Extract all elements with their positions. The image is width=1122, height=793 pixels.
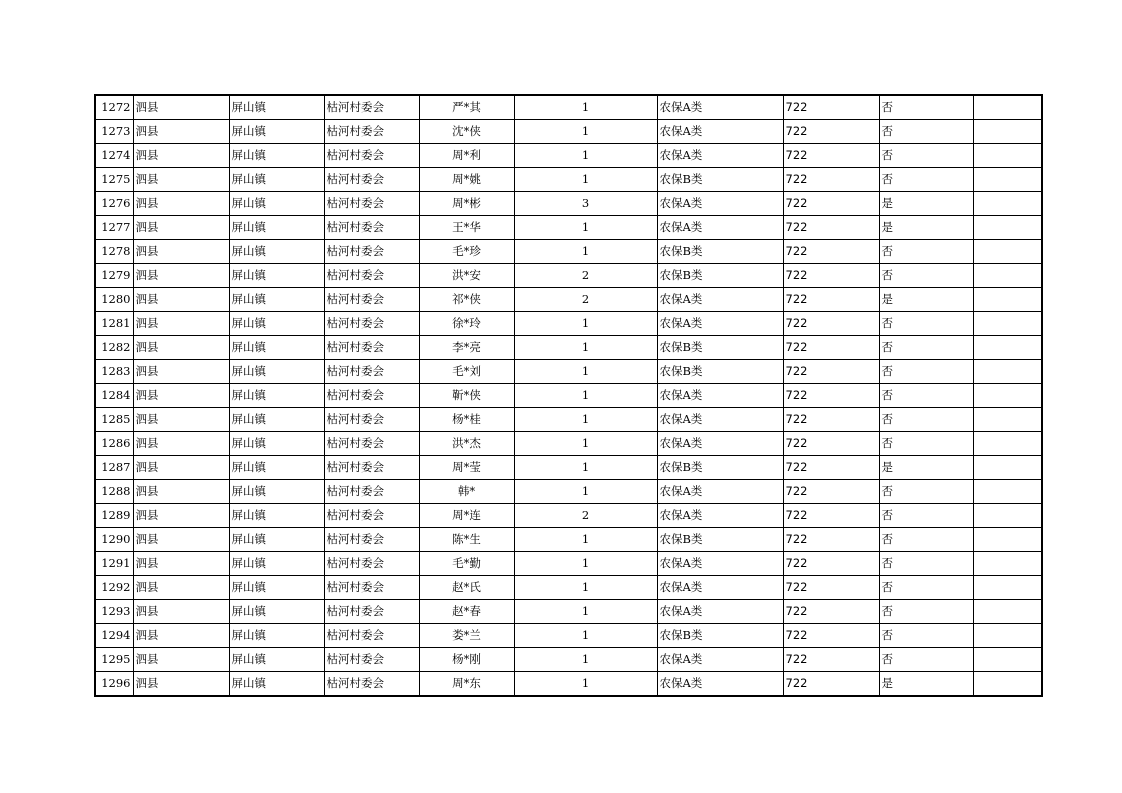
town-cell: 屏山镇 — [229, 336, 324, 360]
table-row — [95, 192, 1042, 216]
remark-cell — [973, 480, 1042, 504]
row-number-cell: 1292 — [95, 576, 133, 600]
village-cell: 枯河村委会 — [324, 336, 419, 360]
person-name-cell: 陈*生 — [419, 528, 514, 552]
table-row — [95, 456, 1042, 480]
remark-cell — [973, 264, 1042, 288]
yes-no-cell: 是 — [879, 192, 973, 216]
table-row — [95, 504, 1042, 528]
person-name-cell: 周*连 — [419, 504, 514, 528]
row-number-cell: 1296 — [95, 672, 133, 697]
yes-no-cell: 否 — [879, 384, 973, 408]
amount-cell: 722 — [783, 120, 879, 144]
household-count-cell: 1 — [514, 528, 657, 552]
remark-cell — [973, 168, 1042, 192]
town-cell: 屏山镇 — [229, 120, 324, 144]
town-cell: 屏山镇 — [229, 312, 324, 336]
county-cell: 泗县 — [133, 216, 229, 240]
remark-cell — [973, 456, 1042, 480]
amount-cell: 722 — [783, 528, 879, 552]
table-row — [95, 480, 1042, 504]
person-name-cell: 娄*兰 — [419, 624, 514, 648]
village-cell: 枯河村委会 — [324, 408, 419, 432]
town-cell: 屏山镇 — [229, 480, 324, 504]
insurance-category-cell: 农保A类 — [657, 576, 783, 600]
town-cell: 屏山镇 — [229, 504, 324, 528]
row-number-cell: 1294 — [95, 624, 133, 648]
village-cell: 枯河村委会 — [324, 504, 419, 528]
row-number-cell: 1290 — [95, 528, 133, 552]
village-cell: 枯河村委会 — [324, 192, 419, 216]
person-name-cell: 洪*安 — [419, 264, 514, 288]
yes-no-cell: 是 — [879, 288, 973, 312]
village-cell: 枯河村委会 — [324, 288, 419, 312]
town-cell: 屏山镇 — [229, 360, 324, 384]
household-count-cell: 1 — [514, 432, 657, 456]
yes-no-cell: 否 — [879, 360, 973, 384]
village-cell: 枯河村委会 — [324, 168, 419, 192]
amount-cell: 722 — [783, 192, 879, 216]
household-count-cell: 2 — [514, 288, 657, 312]
yes-no-cell: 否 — [879, 528, 973, 552]
roster-table — [94, 94, 1043, 697]
town-cell: 屏山镇 — [229, 648, 324, 672]
county-cell: 泗县 — [133, 288, 229, 312]
village-cell: 枯河村委会 — [324, 648, 419, 672]
yes-no-cell: 否 — [879, 432, 973, 456]
county-cell: 泗县 — [133, 336, 229, 360]
person-name-cell: 周*彬 — [419, 192, 514, 216]
village-cell: 枯河村委会 — [324, 360, 419, 384]
insurance-category-cell: 农保A类 — [657, 408, 783, 432]
person-name-cell: 韩* — [419, 480, 514, 504]
table-row — [95, 576, 1042, 600]
village-cell: 枯河村委会 — [324, 120, 419, 144]
yes-no-cell: 否 — [879, 624, 973, 648]
county-cell: 泗县 — [133, 408, 229, 432]
row-number-cell: 1283 — [95, 360, 133, 384]
person-name-cell: 严*其 — [419, 95, 514, 120]
insurance-category-cell: 农保A类 — [657, 480, 783, 504]
remark-cell — [973, 576, 1042, 600]
household-count-cell: 1 — [514, 408, 657, 432]
insurance-category-cell: 农保A类 — [657, 600, 783, 624]
town-cell: 屏山镇 — [229, 408, 324, 432]
yes-no-cell: 否 — [879, 504, 973, 528]
yes-no-cell: 否 — [879, 552, 973, 576]
table-row — [95, 384, 1042, 408]
table-row — [95, 528, 1042, 552]
county-cell: 泗县 — [133, 192, 229, 216]
household-count-cell: 1 — [514, 600, 657, 624]
person-name-cell: 赵*春 — [419, 600, 514, 624]
yes-no-cell: 否 — [879, 336, 973, 360]
town-cell: 屏山镇 — [229, 600, 324, 624]
table-row — [95, 144, 1042, 168]
yes-no-cell: 是 — [879, 456, 973, 480]
row-number-cell: 1276 — [95, 192, 133, 216]
person-name-cell: 周*利 — [419, 144, 514, 168]
yes-no-cell: 否 — [879, 648, 973, 672]
person-name-cell: 洪*杰 — [419, 432, 514, 456]
household-count-cell: 1 — [514, 624, 657, 648]
row-number-cell: 1295 — [95, 648, 133, 672]
household-count-cell: 1 — [514, 144, 657, 168]
village-cell: 枯河村委会 — [324, 672, 419, 697]
person-name-cell: 毛*勤 — [419, 552, 514, 576]
village-cell: 枯河村委会 — [324, 552, 419, 576]
town-cell: 屏山镇 — [229, 672, 324, 697]
county-cell: 泗县 — [133, 384, 229, 408]
remark-cell — [973, 360, 1042, 384]
town-cell: 屏山镇 — [229, 264, 324, 288]
town-cell: 屏山镇 — [229, 384, 324, 408]
remark-cell — [973, 672, 1042, 697]
town-cell: 屏山镇 — [229, 216, 324, 240]
remark-cell — [973, 408, 1042, 432]
village-cell: 枯河村委会 — [324, 528, 419, 552]
household-count-cell: 1 — [514, 552, 657, 576]
insurance-category-cell: 农保A类 — [657, 384, 783, 408]
county-cell: 泗县 — [133, 360, 229, 384]
table-row — [95, 240, 1042, 264]
yes-no-cell: 否 — [879, 144, 973, 168]
household-count-cell: 1 — [514, 312, 657, 336]
county-cell: 泗县 — [133, 528, 229, 552]
household-count-cell: 1 — [514, 648, 657, 672]
amount-cell: 722 — [783, 144, 879, 168]
remark-cell — [973, 95, 1042, 120]
row-number-cell: 1288 — [95, 480, 133, 504]
village-cell: 枯河村委会 — [324, 456, 419, 480]
roster-body — [95, 95, 1042, 696]
amount-cell: 722 — [783, 672, 879, 697]
amount-cell: 722 — [783, 216, 879, 240]
amount-cell: 722 — [783, 624, 879, 648]
table-row — [95, 432, 1042, 456]
person-name-cell: 毛*刘 — [419, 360, 514, 384]
amount-cell: 722 — [783, 432, 879, 456]
insurance-category-cell: 农保B类 — [657, 168, 783, 192]
town-cell: 屏山镇 — [229, 95, 324, 120]
insurance-category-cell: 农保A类 — [657, 312, 783, 336]
amount-cell: 722 — [783, 288, 879, 312]
row-number-cell: 1285 — [95, 408, 133, 432]
county-cell: 泗县 — [133, 240, 229, 264]
town-cell: 屏山镇 — [229, 528, 324, 552]
row-number-cell: 1282 — [95, 336, 133, 360]
person-name-cell: 周*莹 — [419, 456, 514, 480]
row-number-cell: 1275 — [95, 168, 133, 192]
remark-cell — [973, 384, 1042, 408]
county-cell: 泗县 — [133, 504, 229, 528]
amount-cell: 722 — [783, 312, 879, 336]
insurance-category-cell: 农保A类 — [657, 95, 783, 120]
household-count-cell: 1 — [514, 216, 657, 240]
household-count-cell: 1 — [514, 456, 657, 480]
village-cell: 枯河村委会 — [324, 264, 419, 288]
row-number-cell: 1274 — [95, 144, 133, 168]
amount-cell: 722 — [783, 576, 879, 600]
town-cell: 屏山镇 — [229, 144, 324, 168]
village-cell: 枯河村委会 — [324, 384, 419, 408]
yes-no-cell: 否 — [879, 480, 973, 504]
table-row — [95, 168, 1042, 192]
table-row — [95, 600, 1042, 624]
table-row — [95, 120, 1042, 144]
county-cell: 泗县 — [133, 576, 229, 600]
table-row — [95, 360, 1042, 384]
table-row — [95, 648, 1042, 672]
household-count-cell: 1 — [514, 336, 657, 360]
row-number-cell: 1273 — [95, 120, 133, 144]
household-count-cell: 2 — [514, 504, 657, 528]
amount-cell: 722 — [783, 95, 879, 120]
row-number-cell: 1289 — [95, 504, 133, 528]
remark-cell — [973, 120, 1042, 144]
amount-cell: 722 — [783, 600, 879, 624]
county-cell: 泗县 — [133, 624, 229, 648]
yes-no-cell: 否 — [879, 408, 973, 432]
table-row — [95, 672, 1042, 697]
yes-no-cell: 否 — [879, 312, 973, 336]
remark-cell — [973, 312, 1042, 336]
insurance-category-cell: 农保A类 — [657, 504, 783, 528]
amount-cell: 722 — [783, 384, 879, 408]
table-row — [95, 95, 1042, 120]
remark-cell — [973, 648, 1042, 672]
row-number-cell: 1281 — [95, 312, 133, 336]
yes-no-cell: 否 — [879, 576, 973, 600]
person-name-cell: 周*姚 — [419, 168, 514, 192]
household-count-cell: 1 — [514, 480, 657, 504]
town-cell: 屏山镇 — [229, 576, 324, 600]
county-cell: 泗县 — [133, 95, 229, 120]
person-name-cell: 靳*侠 — [419, 384, 514, 408]
remark-cell — [973, 336, 1042, 360]
village-cell: 枯河村委会 — [324, 144, 419, 168]
remark-cell — [973, 600, 1042, 624]
row-number-cell: 1287 — [95, 456, 133, 480]
table-row — [95, 408, 1042, 432]
insurance-category-cell: 农保A类 — [657, 672, 783, 697]
table-row — [95, 624, 1042, 648]
remark-cell — [973, 432, 1042, 456]
county-cell: 泗县 — [133, 648, 229, 672]
insurance-category-cell: 农保B类 — [657, 264, 783, 288]
remark-cell — [973, 240, 1042, 264]
village-cell: 枯河村委会 — [324, 480, 419, 504]
household-count-cell: 1 — [514, 360, 657, 384]
amount-cell: 722 — [783, 456, 879, 480]
row-number-cell: 1278 — [95, 240, 133, 264]
person-name-cell: 王*华 — [419, 216, 514, 240]
county-cell: 泗县 — [133, 168, 229, 192]
household-count-cell: 1 — [514, 576, 657, 600]
remark-cell — [973, 216, 1042, 240]
insurance-category-cell: 农保A类 — [657, 144, 783, 168]
insurance-category-cell: 农保A类 — [657, 216, 783, 240]
insurance-category-cell: 农保A类 — [657, 120, 783, 144]
remark-cell — [973, 144, 1042, 168]
insurance-category-cell: 农保A类 — [657, 552, 783, 576]
yes-no-cell: 否 — [879, 240, 973, 264]
county-cell: 泗县 — [133, 312, 229, 336]
village-cell: 枯河村委会 — [324, 240, 419, 264]
remark-cell — [973, 624, 1042, 648]
table-row — [95, 336, 1042, 360]
town-cell: 屏山镇 — [229, 288, 324, 312]
county-cell: 泗县 — [133, 264, 229, 288]
insurance-category-cell: 农保B类 — [657, 240, 783, 264]
amount-cell: 722 — [783, 552, 879, 576]
insurance-category-cell: 农保A类 — [657, 648, 783, 672]
county-cell: 泗县 — [133, 456, 229, 480]
insurance-category-cell: 农保B类 — [657, 624, 783, 648]
insurance-category-cell: 农保B类 — [657, 528, 783, 552]
amount-cell: 722 — [783, 480, 879, 504]
household-count-cell: 1 — [514, 168, 657, 192]
village-cell: 枯河村委会 — [324, 576, 419, 600]
town-cell: 屏山镇 — [229, 168, 324, 192]
village-cell: 枯河村委会 — [324, 312, 419, 336]
remark-cell — [973, 528, 1042, 552]
person-name-cell: 徐*玲 — [419, 312, 514, 336]
insurance-category-cell: 农保B类 — [657, 456, 783, 480]
yes-no-cell: 否 — [879, 168, 973, 192]
person-name-cell: 李*亮 — [419, 336, 514, 360]
amount-cell: 722 — [783, 336, 879, 360]
person-name-cell: 杨*桂 — [419, 408, 514, 432]
county-cell: 泗县 — [133, 144, 229, 168]
row-number-cell: 1277 — [95, 216, 133, 240]
county-cell: 泗县 — [133, 600, 229, 624]
row-number-cell: 1284 — [95, 384, 133, 408]
table-row — [95, 552, 1042, 576]
amount-cell: 722 — [783, 264, 879, 288]
county-cell: 泗县 — [133, 672, 229, 697]
village-cell: 枯河村委会 — [324, 624, 419, 648]
insurance-category-cell: 农保A类 — [657, 288, 783, 312]
insurance-category-cell: 农保B类 — [657, 336, 783, 360]
amount-cell: 722 — [783, 504, 879, 528]
table-row — [95, 312, 1042, 336]
household-count-cell: 3 — [514, 192, 657, 216]
county-cell: 泗县 — [133, 432, 229, 456]
remark-cell — [973, 552, 1042, 576]
amount-cell: 722 — [783, 408, 879, 432]
person-name-cell: 赵*氏 — [419, 576, 514, 600]
village-cell: 枯河村委会 — [324, 600, 419, 624]
row-number-cell: 1279 — [95, 264, 133, 288]
household-count-cell: 1 — [514, 120, 657, 144]
remark-cell — [973, 504, 1042, 528]
town-cell: 屏山镇 — [229, 240, 324, 264]
town-cell: 屏山镇 — [229, 432, 324, 456]
town-cell: 屏山镇 — [229, 624, 324, 648]
insurance-category-cell: 农保B类 — [657, 360, 783, 384]
row-number-cell: 1291 — [95, 552, 133, 576]
amount-cell: 722 — [783, 648, 879, 672]
town-cell: 屏山镇 — [229, 456, 324, 480]
row-number-cell: 1286 — [95, 432, 133, 456]
household-count-cell: 2 — [514, 264, 657, 288]
county-cell: 泗县 — [133, 120, 229, 144]
county-cell: 泗县 — [133, 552, 229, 576]
person-name-cell: 周*东 — [419, 672, 514, 697]
yes-no-cell: 否 — [879, 120, 973, 144]
remark-cell — [973, 288, 1042, 312]
village-cell: 枯河村委会 — [324, 216, 419, 240]
person-name-cell: 杨*刚 — [419, 648, 514, 672]
person-name-cell: 祁*侠 — [419, 288, 514, 312]
person-name-cell: 沈*侠 — [419, 120, 514, 144]
yes-no-cell: 是 — [879, 672, 973, 697]
table-row — [95, 216, 1042, 240]
table-row — [95, 288, 1042, 312]
insurance-category-cell: 农保A类 — [657, 432, 783, 456]
row-number-cell: 1293 — [95, 600, 133, 624]
amount-cell: 722 — [783, 360, 879, 384]
yes-no-cell: 否 — [879, 95, 973, 120]
insurance-category-cell: 农保A类 — [657, 192, 783, 216]
town-cell: 屏山镇 — [229, 552, 324, 576]
village-cell: 枯河村委会 — [324, 432, 419, 456]
row-number-cell: 1280 — [95, 288, 133, 312]
yes-no-cell: 否 — [879, 600, 973, 624]
household-count-cell: 1 — [514, 384, 657, 408]
county-cell: 泗县 — [133, 480, 229, 504]
household-count-cell: 1 — [514, 240, 657, 264]
yes-no-cell: 否 — [879, 264, 973, 288]
village-cell: 枯河村委会 — [324, 95, 419, 120]
amount-cell: 722 — [783, 168, 879, 192]
town-cell: 屏山镇 — [229, 192, 324, 216]
amount-cell: 722 — [783, 240, 879, 264]
person-name-cell: 毛*珍 — [419, 240, 514, 264]
yes-no-cell: 是 — [879, 216, 973, 240]
row-number-cell: 1272 — [95, 95, 133, 120]
remark-cell — [973, 192, 1042, 216]
table-row — [95, 264, 1042, 288]
household-count-cell: 1 — [514, 672, 657, 697]
household-count-cell: 1 — [514, 95, 657, 120]
